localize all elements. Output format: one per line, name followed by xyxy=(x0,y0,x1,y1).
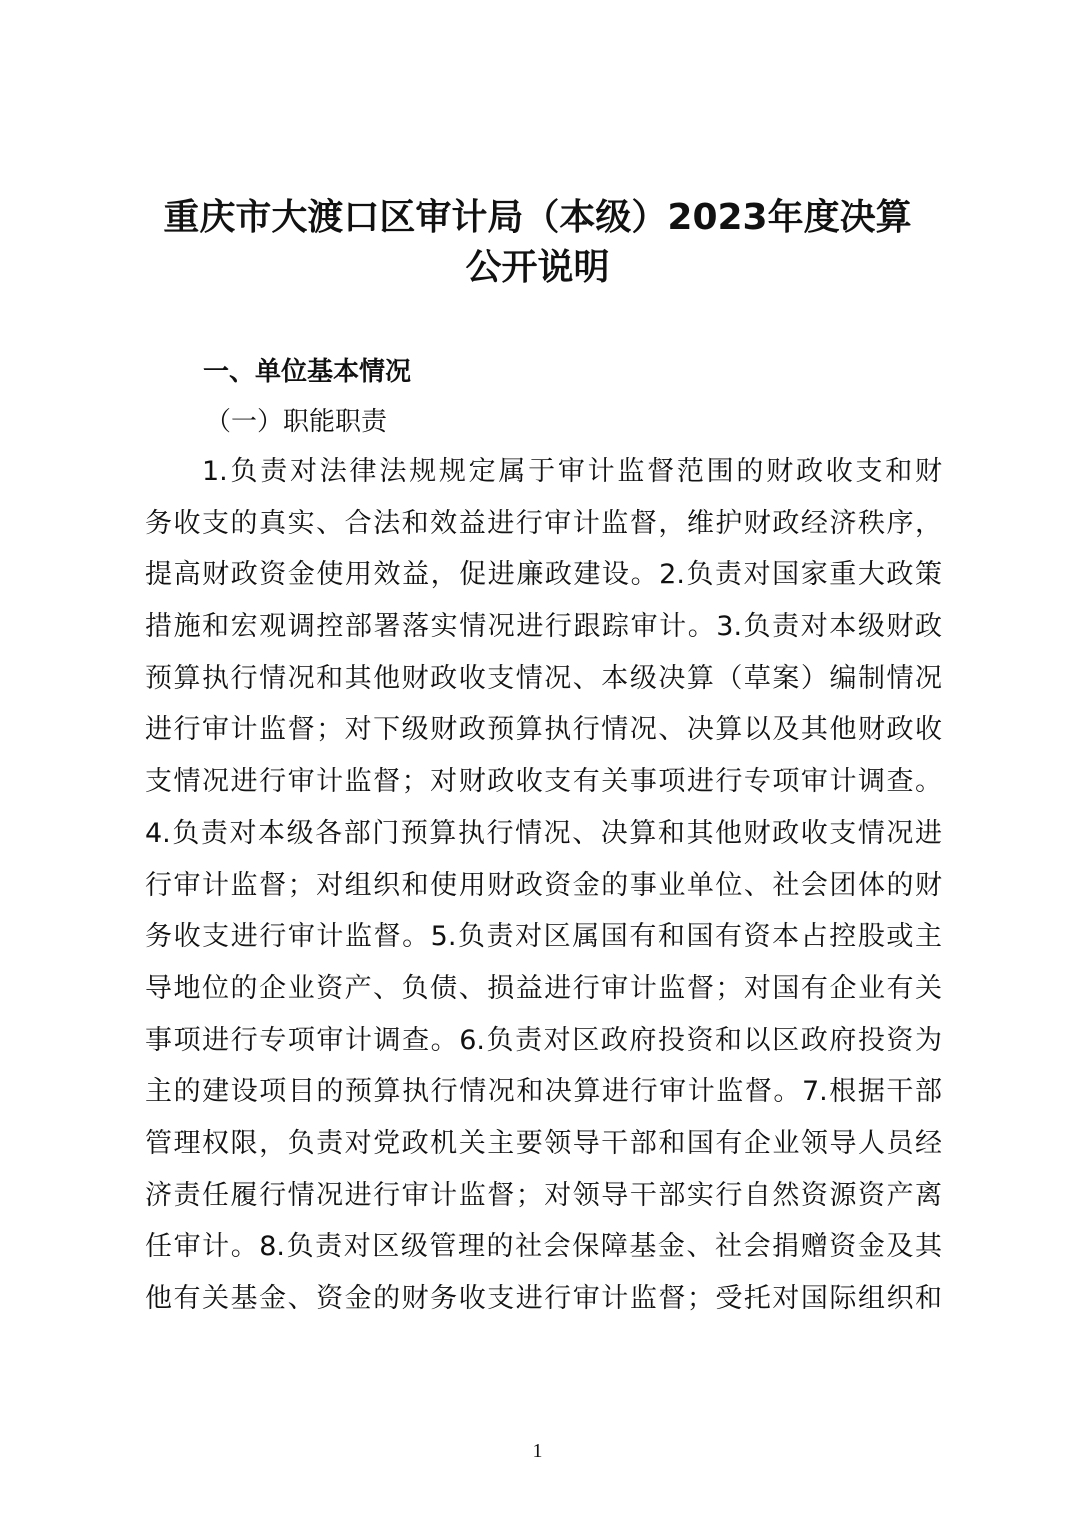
body-line: 支情况进行审计监督；对财政收支有关事项进行专项审计调查。 xyxy=(145,766,942,798)
body-line: 主的建设项目的预算执行情况和决算进行审计监督。7.根据干部 xyxy=(145,1076,942,1108)
body-line: 预算执行情况和其他财政收支情况、本级决算（草案）编制情况 xyxy=(145,662,942,694)
body-line: 4.负责对本级各部门预算执行情况、决算和其他财政收支情况进 xyxy=(145,817,942,849)
document-title-line-1: 重庆市大渡口区审计局（本级）2023年度决算 xyxy=(163,197,912,238)
section-heading: 一、单位基本情况 xyxy=(203,357,412,387)
body-line: 务收支进行审计监督。5.负责对区属国有和国有资本占控股或主 xyxy=(145,921,942,953)
body-line: 他有关基金、资金的财务收支进行审计监督；受托对国际组织和 xyxy=(145,1283,942,1314)
body-line: 事项进行专项审计调查。6.负责对区政府投资和以区政府投资为 xyxy=(145,1024,942,1056)
body-paragraph xyxy=(145,455,942,1334)
body-line: 管理权限，负责对党政机关主要领导干部和国有企业领导人员经 xyxy=(145,1127,942,1159)
body-line: 行审计监督；对组织和使用财政资金的事业单位、社会团体的财 xyxy=(145,869,942,901)
body-line: 任审计。8.负责对区级管理的社会保障基金、社会捐赠资金及其 xyxy=(145,1231,942,1263)
body-line: 导地位的企业资产、负债、损益进行审计监督；对国有企业有关 xyxy=(145,972,942,1004)
subsection-heading: （一）职能职责 xyxy=(205,407,388,437)
body-line: 措施和宏观调控部署落实情况进行跟踪审计。3.负责对本级财政 xyxy=(145,611,942,643)
body-line: 1.负责对法律法规规定属于审计监督范围的财政收支和财 xyxy=(202,456,942,487)
body-line: 济责任履行情况进行审计监督；对领导干部实行自然资源资产离 xyxy=(145,1179,942,1211)
body-line: 提高财政资金使用效益，促进廉政建设。2.负责对国家重大政策 xyxy=(145,559,942,591)
body-line: 进行审计监督；对下级财政预算执行情况、决算以及其他财政收 xyxy=(145,714,942,746)
page-number: 1 xyxy=(532,1440,543,1462)
body-line: 务收支的真实、合法和效益进行审计监督，维护财政经济秩序， xyxy=(145,507,942,539)
document-title-line-2: 公开说明 xyxy=(465,247,610,288)
